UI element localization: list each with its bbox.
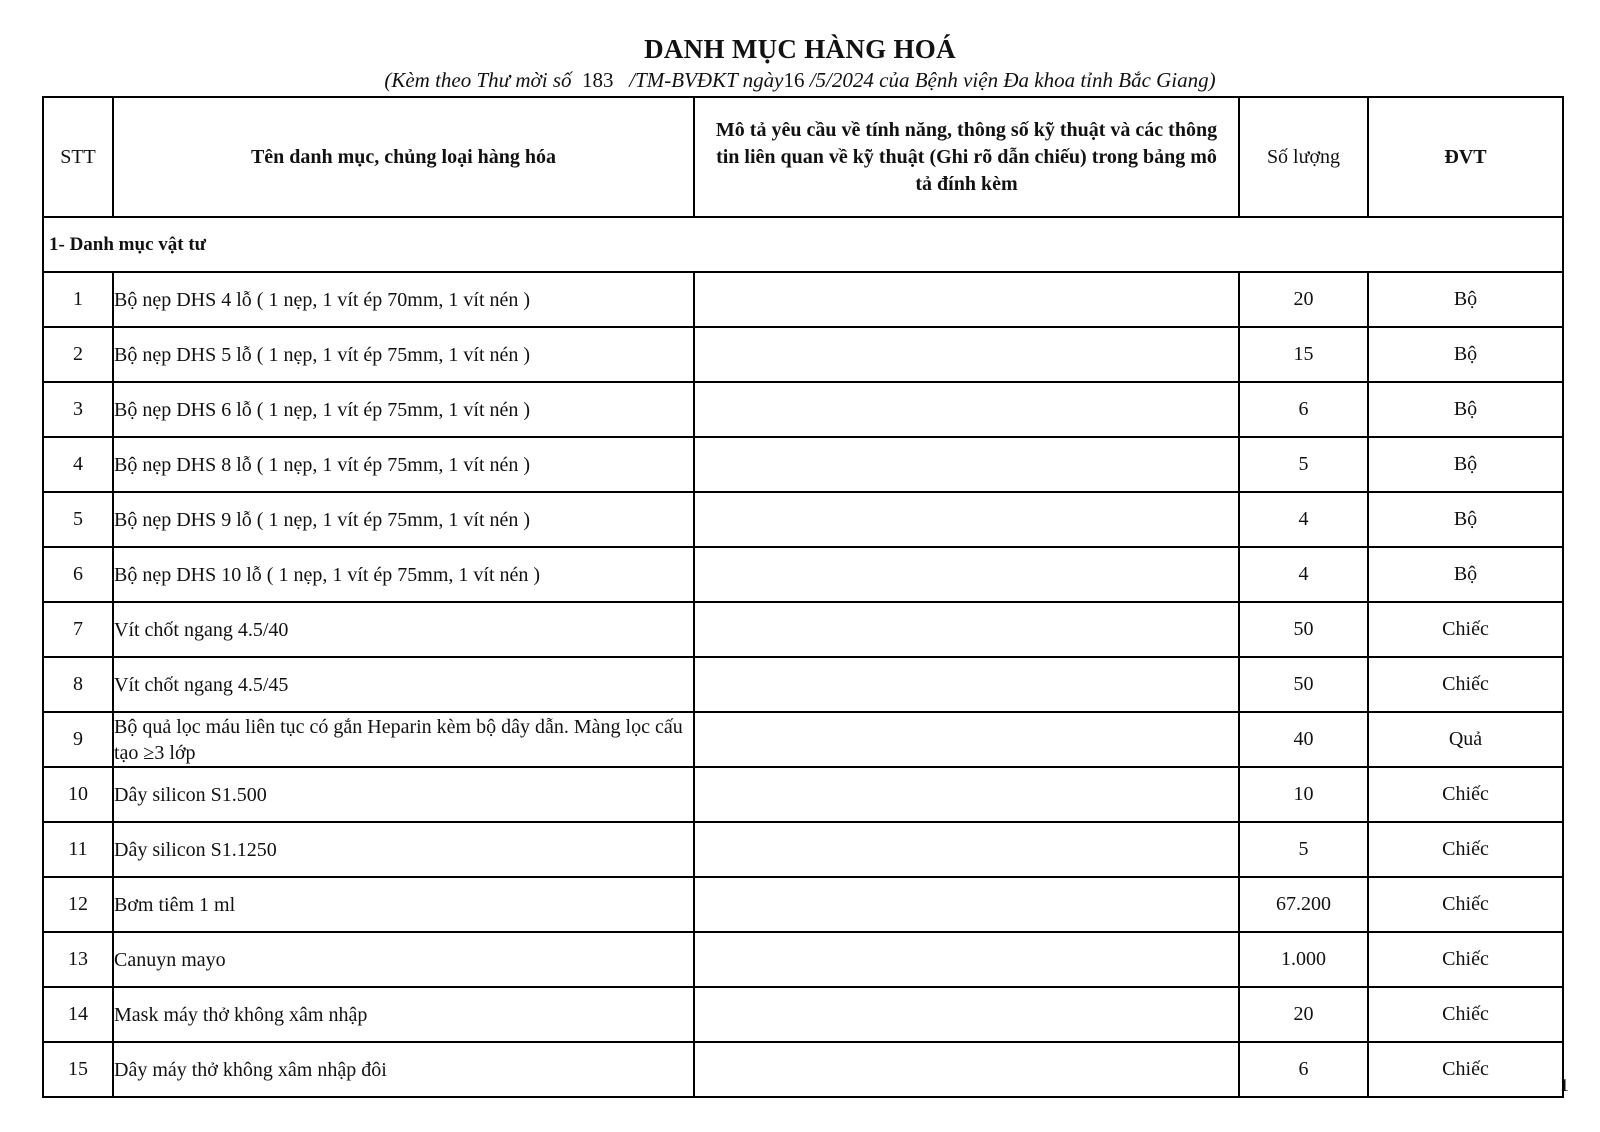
cell-unit: Bộ (1368, 547, 1563, 602)
col-header-stt: STT (43, 97, 113, 217)
cell-stt: 9 (43, 712, 113, 767)
cell-stt: 11 (43, 822, 113, 877)
cell-name: Bộ nẹp DHS 8 lỗ ( 1 nẹp, 1 vít ép 75mm, 1 vít nén ) (113, 437, 694, 492)
cell-stt: 7 (43, 602, 113, 657)
cell-stt: 2 (43, 327, 113, 382)
cell-unit: Bộ (1368, 327, 1563, 382)
cell-quantity: 40 (1239, 712, 1368, 767)
col-header-quantity: Số lượng (1239, 97, 1368, 217)
col-header-description: Mô tả yêu cầu về tính năng, thông số kỹ thuật và các thông tin liên quan về kỹ thuật (Ghi rõ dẫn chiếu) trong bảng mô tả đính kèm (694, 97, 1239, 217)
table-row (43, 492, 1563, 547)
cell-unit: Chiếc (1368, 767, 1563, 822)
cell-quantity: 50 (1239, 602, 1368, 657)
table-row (43, 602, 1563, 657)
cell-name: Dây máy thở không xâm nhập đôi (113, 1042, 694, 1097)
cell-stt: 13 (43, 932, 113, 987)
cell-stt: 14 (43, 987, 113, 1042)
goods-table (42, 96, 1564, 1098)
subtitle-prefix: (Kèm theo Thư mời số (384, 68, 572, 92)
table-row (43, 712, 1563, 767)
cell-name: Vít chốt ngang 4.5/40 (113, 602, 694, 657)
cell-stt: 6 (43, 547, 113, 602)
cell-description (694, 1042, 1239, 1097)
section-title: 1- Danh mục vật tư (43, 217, 1563, 272)
cell-quantity: 5 (1239, 437, 1368, 492)
section-row (43, 217, 1563, 272)
cell-description (694, 712, 1239, 767)
cell-description (694, 767, 1239, 822)
col-header-name: Tên danh mục, chủng loại hàng hóa (113, 97, 694, 217)
cell-stt: 12 (43, 877, 113, 932)
cell-unit: Chiếc (1368, 657, 1563, 712)
cell-unit: Quả (1368, 712, 1563, 767)
cell-name: Bơm tiêm 1 ml (113, 877, 694, 932)
cell-quantity: 6 (1239, 382, 1368, 437)
cell-name: Bộ nẹp DHS 9 lỗ ( 1 nẹp, 1 vít ép 75mm, 1 vít nén ) (113, 492, 694, 547)
table-row (43, 547, 1563, 602)
cell-name: Bộ nẹp DHS 10 lỗ ( 1 nẹp, 1 vít ép 75mm, 1 vít nén ) (113, 547, 694, 602)
cell-name: Vít chốt ngang 4.5/45 (113, 657, 694, 712)
cell-quantity: 10 (1239, 767, 1368, 822)
cell-unit: Bộ (1368, 382, 1563, 437)
cell-stt: 1 (43, 272, 113, 327)
cell-description (694, 437, 1239, 492)
cell-name: Bộ nẹp DHS 6 lỗ ( 1 nẹp, 1 vít ép 75mm, 1 vít nén ) (113, 382, 694, 437)
letter-day: 16 (783, 68, 805, 92)
cell-quantity: 4 (1239, 547, 1368, 602)
cell-stt: 4 (43, 437, 113, 492)
cell-description (694, 382, 1239, 437)
cell-unit: Chiếc (1368, 932, 1563, 987)
cell-stt: 15 (43, 1042, 113, 1097)
cell-unit: Chiếc (1368, 987, 1563, 1042)
cell-quantity: 15 (1239, 327, 1368, 382)
cell-stt: 10 (43, 767, 113, 822)
subtitle-middle: /TM-BVĐKT ngày (629, 68, 784, 92)
cell-unit: Bộ (1368, 272, 1563, 327)
page-title: DANH MỤC HÀNG HOÁ (644, 34, 956, 64)
cell-name: Bộ nẹp DHS 5 lỗ ( 1 nẹp, 1 vít ép 75mm, 1 vít nén ) (113, 327, 694, 382)
table-row (43, 877, 1563, 932)
cell-unit: Bộ (1368, 492, 1563, 547)
table-row (43, 437, 1563, 492)
table-row (43, 327, 1563, 382)
table-row (43, 767, 1563, 822)
cell-unit: Chiếc (1368, 822, 1563, 877)
cell-name: Dây silicon S1.1250 (113, 822, 694, 877)
subtitle-suffix: /5/2024 của Bệnh viện Đa khoa tỉnh Bắc Giang) (809, 68, 1216, 92)
cell-description (694, 657, 1239, 712)
cell-description (694, 877, 1239, 932)
cell-quantity: 1.000 (1239, 932, 1368, 987)
table-row (43, 1042, 1563, 1097)
table-row (43, 932, 1563, 987)
cell-description (694, 327, 1239, 382)
table-row (43, 822, 1563, 877)
cell-description (694, 547, 1239, 602)
cell-name: Bộ nẹp DHS 4 lỗ ( 1 nẹp, 1 vít ép 70mm, 1 vít nén ) (113, 272, 694, 327)
page-subtitle (0, 68, 1600, 93)
cell-quantity: 50 (1239, 657, 1368, 712)
cell-quantity: 5 (1239, 822, 1368, 877)
cell-quantity: 4 (1239, 492, 1368, 547)
cell-quantity: 20 (1239, 272, 1368, 327)
table-header-row (43, 97, 1563, 217)
cell-description (694, 492, 1239, 547)
table-body (43, 272, 1563, 1097)
cell-name: Canuyn mayo (113, 932, 694, 987)
cell-description (694, 932, 1239, 987)
table-row (43, 657, 1563, 712)
letter-number: 183 (582, 68, 614, 92)
cell-unit: Chiếc (1368, 602, 1563, 657)
cell-name: Mask máy thở không xâm nhập (113, 987, 694, 1042)
cell-quantity: 20 (1239, 987, 1368, 1042)
cell-quantity: 6 (1239, 1042, 1368, 1097)
cell-description (694, 272, 1239, 327)
cell-description (694, 822, 1239, 877)
cell-stt: 5 (43, 492, 113, 547)
cell-stt: 8 (43, 657, 113, 712)
cell-stt: 3 (43, 382, 113, 437)
page-number: 1 (1560, 1075, 1569, 1095)
cell-unit: Chiếc (1368, 877, 1563, 932)
table-row (43, 382, 1563, 437)
table-row (43, 272, 1563, 327)
col-header-unit: ĐVT (1368, 97, 1563, 217)
table-row (43, 987, 1563, 1042)
cell-name: Dây silicon S1.500 (113, 767, 694, 822)
cell-description (694, 602, 1239, 657)
cell-unit: Bộ (1368, 437, 1563, 492)
cell-quantity: 67.200 (1239, 877, 1368, 932)
cell-unit: Chiếc (1368, 1042, 1563, 1097)
cell-description (694, 987, 1239, 1042)
cell-name: Bộ quả lọc máu liên tục có gắn Heparin kèm bộ dây dẫn. Màng lọc cấu tạo ≥3 lớp (113, 712, 694, 767)
